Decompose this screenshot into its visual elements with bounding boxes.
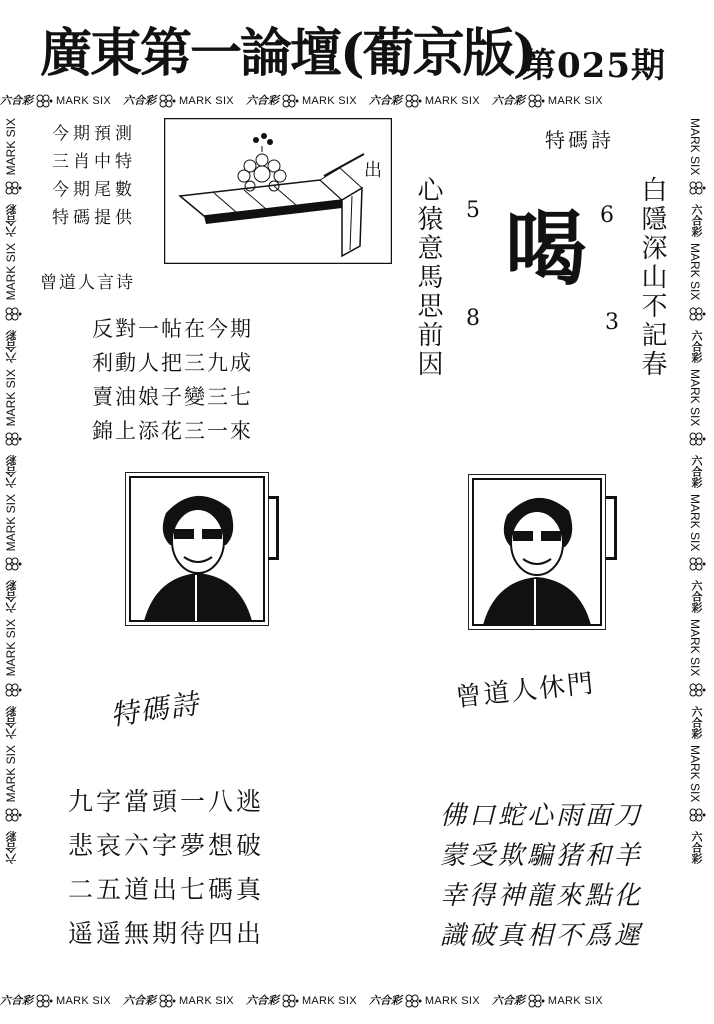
lottery-logo-text: 六合彩 <box>245 95 279 107</box>
bottom-logo-band <box>0 992 714 1012</box>
bottom-left-poem <box>68 780 264 956</box>
zeng-poem-line: 利動人把三九成 <box>92 351 253 375</box>
lottery-logo-vertical-text: 六合彩 <box>690 329 702 363</box>
bottom-right-poem-line: 識破真相不爲遲 <box>440 921 644 951</box>
mark-six-text: MARK SIX <box>301 95 357 107</box>
mark-six-text: MARK SIX <box>547 95 603 107</box>
bottom-left-title: 特碼詩 <box>108 686 203 733</box>
prediction-list <box>52 120 136 232</box>
flower-icon <box>688 181 706 198</box>
bottom-left-poem-line: 二五道出七碼真 <box>68 875 265 904</box>
lottery-logo-vertical-text: 六合彩 <box>6 329 18 363</box>
mark-six-vertical-text: MARK SIX <box>4 494 18 552</box>
flower-icon <box>688 683 706 700</box>
bottom-right-poem-line: 蒙受欺騙猪和羊 <box>440 841 644 871</box>
lottery-logo-text: 六合彩 <box>368 95 402 107</box>
top-logo-band <box>0 92 714 112</box>
mark-six-text: MARK SIX <box>424 95 480 107</box>
mark-six-text: MARK SIX <box>547 995 603 1007</box>
portrait-photo-left <box>125 472 269 626</box>
mark-six-vertical-text: MARK SIX <box>4 619 18 677</box>
flower-icon <box>688 808 706 825</box>
prediction-line: 三肖中特 <box>52 152 136 172</box>
lottery-logo-text: 六合彩 <box>368 995 402 1007</box>
lottery-logo-vertical-text: 六合彩 <box>6 580 18 614</box>
mark-six-text: MARK SIX <box>56 995 111 1007</box>
number-8: 8 <box>466 306 480 331</box>
poem-right-line: 白隱深山不記春 <box>637 176 667 379</box>
flower-icon <box>688 307 706 324</box>
bracket-left <box>268 496 279 560</box>
flower-icon <box>688 557 706 574</box>
lottery-logo-vertical-text: 六合彩 <box>6 204 18 238</box>
bottom-right-title: 曾道人休門 <box>454 668 597 714</box>
mark-six-text: MARK SIX <box>178 995 234 1007</box>
page-title: 廣東第一論壇(葡京版) <box>40 23 536 84</box>
lottery-logo-vertical-text: 六合彩 <box>6 831 18 865</box>
flower-icon <box>35 94 53 108</box>
bottom-left-poem-line: 悲哀六字夢想破 <box>68 831 265 860</box>
lottery-logo-vertical-text: 六合彩 <box>690 455 702 489</box>
mark-six-vertical-text: MARK SIX <box>4 243 18 301</box>
flower-icon <box>404 994 422 1008</box>
left-logo-band <box>4 118 22 988</box>
bottom-left-poem-line: 遥遥無期待四出 <box>68 919 265 948</box>
svg-text:出: 出 <box>364 160 382 181</box>
riddle-big-character: 喝 <box>505 201 588 297</box>
tema-poem-title: 特碼詩 <box>545 128 614 152</box>
lottery-logo-vertical-text: 六合彩 <box>690 705 702 739</box>
zeng-poem-line: 賣油娘子變三七 <box>92 385 253 409</box>
lottery-logo-text: 六合彩 <box>122 95 156 107</box>
lottery-logo-text: 六合彩 <box>122 995 156 1007</box>
mark-six-vertical-text: MARK SIX <box>688 243 702 301</box>
zeng-poem <box>92 312 253 448</box>
zeng-poem-title: 曾道人言诗 <box>40 273 135 293</box>
flower-icon <box>158 94 176 108</box>
flower-icon <box>4 808 22 825</box>
flower-icon <box>4 683 22 700</box>
prediction-line: 今期預測 <box>52 124 136 144</box>
mark-six-text: MARK SIX <box>178 95 234 107</box>
flower-icon <box>35 994 53 1008</box>
lottery-logo-vertical-text: 六合彩 <box>690 831 702 865</box>
lottery-logo-vertical-text: 六合彩 <box>690 204 702 238</box>
lottery-logo-text: 六合彩 <box>491 95 525 107</box>
lottery-logo-vertical-text: 六合彩 <box>690 580 702 614</box>
mark-six-vertical-text: MARK SIX <box>4 368 18 427</box>
number-6: 6 <box>600 203 614 228</box>
poem-left-line: 心猿意馬思前因 <box>413 176 443 379</box>
lottery-logo-text: 六合彩 <box>245 995 279 1007</box>
bottom-right-poem <box>440 796 643 956</box>
flower-icon <box>527 94 545 108</box>
bottom-right-poem-line: 幸得神龍來點化 <box>440 881 644 911</box>
mark-six-vertical-text: MARK SIX <box>688 744 702 803</box>
flower-icon <box>4 307 22 324</box>
flower-icon <box>281 994 299 1008</box>
flower-icon <box>4 557 22 574</box>
mark-six-vertical-text: MARK SIX <box>4 118 18 176</box>
flower-icon <box>4 181 22 198</box>
prediction-line: 特碼提供 <box>52 208 136 228</box>
lottery-logo-vertical-text: 六合彩 <box>6 705 18 739</box>
bracket-right <box>606 496 617 560</box>
mark-six-vertical-text: MARK SIX <box>688 619 702 677</box>
zeng-poem-line: 反對一帖在今期 <box>92 317 253 341</box>
prediction-line: 今期尾數 <box>52 180 136 200</box>
mark-six-vertical-text: MARK SIX <box>688 494 702 552</box>
flower-icon <box>527 994 545 1008</box>
number-5: 5 <box>466 198 480 223</box>
right-logo-band <box>688 118 706 988</box>
portrait-photo-right <box>468 474 606 630</box>
mark-six-text: MARK SIX <box>301 995 357 1007</box>
flower-icon <box>4 432 22 449</box>
bottom-left-poem-line: 九字當頭一八逃 <box>68 787 265 816</box>
flower-icon <box>158 994 176 1008</box>
flower-icon <box>281 94 299 108</box>
mark-six-vertical-text: MARK SIX <box>4 744 18 803</box>
lottery-logo-vertical-text: 六合彩 <box>6 455 18 489</box>
issue-number: 第025期 <box>522 46 666 86</box>
table-illustration <box>164 118 392 264</box>
zeng-poem-line: 錦上添花三一來 <box>92 419 253 443</box>
flower-icon <box>688 432 706 449</box>
lottery-logo-text: 六合彩 <box>0 995 33 1007</box>
number-3: 3 <box>605 310 619 335</box>
lottery-logo-text: 六合彩 <box>0 95 33 107</box>
mark-six-text: MARK SIX <box>56 95 111 107</box>
mark-six-text: MARK SIX <box>424 995 480 1007</box>
flower-icon <box>404 94 422 108</box>
lottery-logo-text: 六合彩 <box>491 995 525 1007</box>
mark-six-vertical-text: MARK SIX <box>688 118 702 176</box>
bottom-right-poem-line: 佛口蛇心雨面刀 <box>440 801 644 831</box>
mark-six-vertical-text: MARK SIX <box>688 368 702 427</box>
